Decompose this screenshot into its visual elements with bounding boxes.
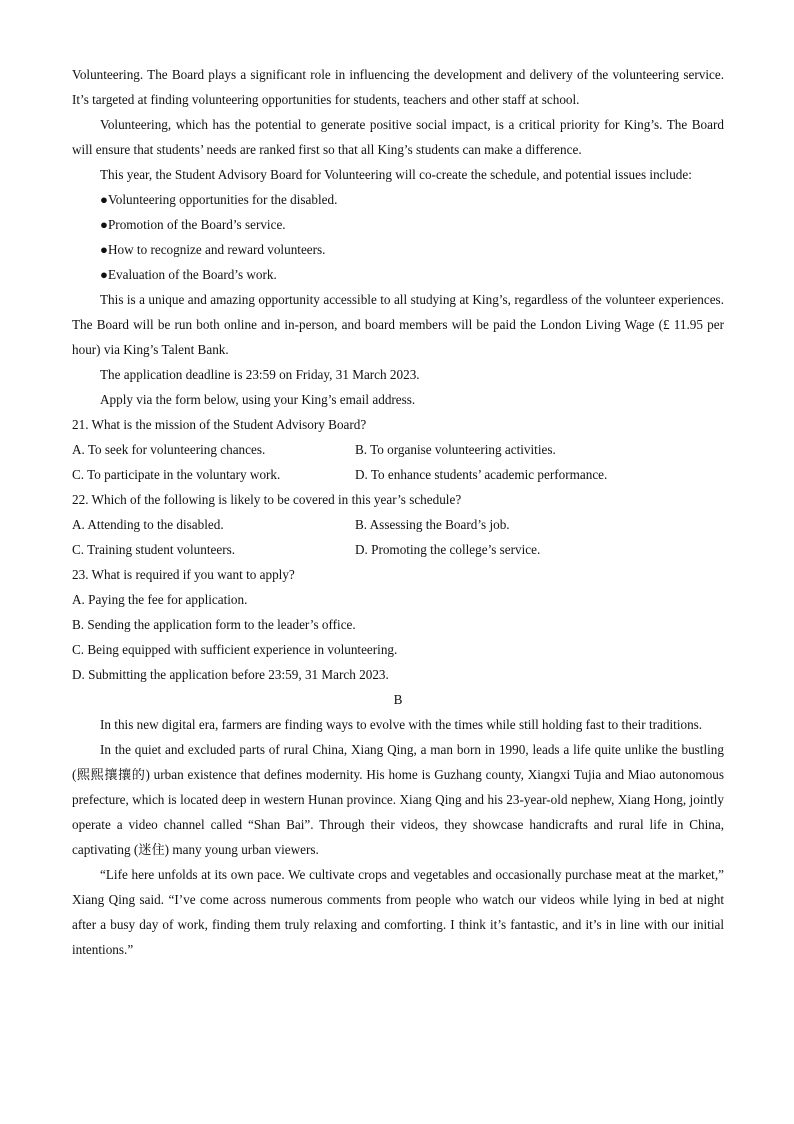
passage-a-paragraph-3: This year, the Student Advisory Board for Volunteering will co-create the schedule, and potential issues include: [100,167,692,182]
option-d: D. To enhance students’ academic performance. [355,467,608,482]
option-b: B. Sending the application form to the leader’s office. [72,617,356,632]
option-a: A. To seek for volunteering chances. [72,442,266,457]
question-21-options-row-2 [72,462,724,487]
document-page [72,62,724,962]
option-b: B. To organise volunteering activities. [355,442,556,457]
question-22-options-row-1 [72,512,724,537]
deadline-line: The application deadline is 23:59 on Friday, 31 March 2023. [100,367,420,382]
question-23-stem: 23. What is required if you want to apply? [72,567,295,582]
bullet-item: ●Evaluation of the Board’s work. [100,267,277,282]
apply-line: Apply via the form below, using your King’s email address. [100,392,416,407]
passage-b-paragraph-1: In this new digital era, farmers are finding ways to evolve with the times while still holding fast to their traditions. [100,717,703,732]
option-d: D. Promoting the college’s service. [355,542,541,557]
passage-a-paragraph-2: Volunteering, which has the potential to generate positive social impact, is a critical priority for King’s. The Board will ensure that students’ needs are ranked first so that all King’s students can make a difference. [72,117,724,157]
option-d: D. Submitting the application before 23:59, 31 March 2023. [72,667,389,682]
bullet-item: ●Promotion of the Board’s service. [100,217,286,232]
question-21-options-row-1 [72,437,724,462]
option-c: C. Being equipped with sufficient experience in volunteering. [72,642,398,657]
passage-b-paragraph-3: “Life here unfolds at its own pace. We cultivate crops and vegetables and occasionally purchase meat at the market,” Xiang Qing said. “I’ve come across numerous comments from people who watch our videos while lying in bed at night after a busy day of work, finding them truly relaxing and comforting. I think it’s fantastic, and it’s in line with our initial intentions.” [72,867,724,957]
passage-b-paragraph-2: In the quiet and excluded parts of rural China, Xiang Qing, a man born in 1990, leads a life quite unlike the bustling (熙熙攘攘的) urban existence that defines modernity. His home is Guzhang county, Xiangxi Tujia and Miao autonomous prefecture, which is located deep in western Hunan province. Xiang Qing and his 23-year-old nephew, Xiang Hong, jointly operate a video channel called “Shan Bai”. Through their videos, they showcase handicrafts and rural life in China, captivating (迷住) many young urban viewers. [72,742,724,857]
option-b: B. Assessing the Board’s job. [355,517,510,532]
question-22-stem: 22. Which of the following is likely to be covered in this year’s schedule? [72,492,462,507]
option-a: A. Attending to the disabled. [72,517,224,532]
option-a: A. Paying the fee for application. [72,592,248,607]
section-heading: B [393,692,403,707]
passage-a-paragraph-1: Volunteering. The Board plays a significant role in influencing the development and delivery of the volunteering service. It’s targeted at finding volunteering opportunities for students, teachers and other staff at school. [72,67,724,107]
option-c: C. Training student volunteers. [72,542,236,557]
passage-a-paragraph-4: This is a unique and amazing opportunity accessible to all studying at King’s, regardless of the volunteer experiences. The Board will be run both online and in-person, and board members will be paid the London Living Wage (£ 11.95 per hour) via King’s Talent Bank. [72,292,724,357]
question-22-options-row-2 [72,537,724,562]
option-c: C. To participate in the voluntary work. [72,467,281,482]
bullet-item: ●How to recognize and reward volunteers. [100,242,326,257]
bullet-item: ●Volunteering opportunities for the disabled. [100,192,338,207]
question-21-stem: 21. What is the mission of the Student Advisory Board? [72,417,367,432]
